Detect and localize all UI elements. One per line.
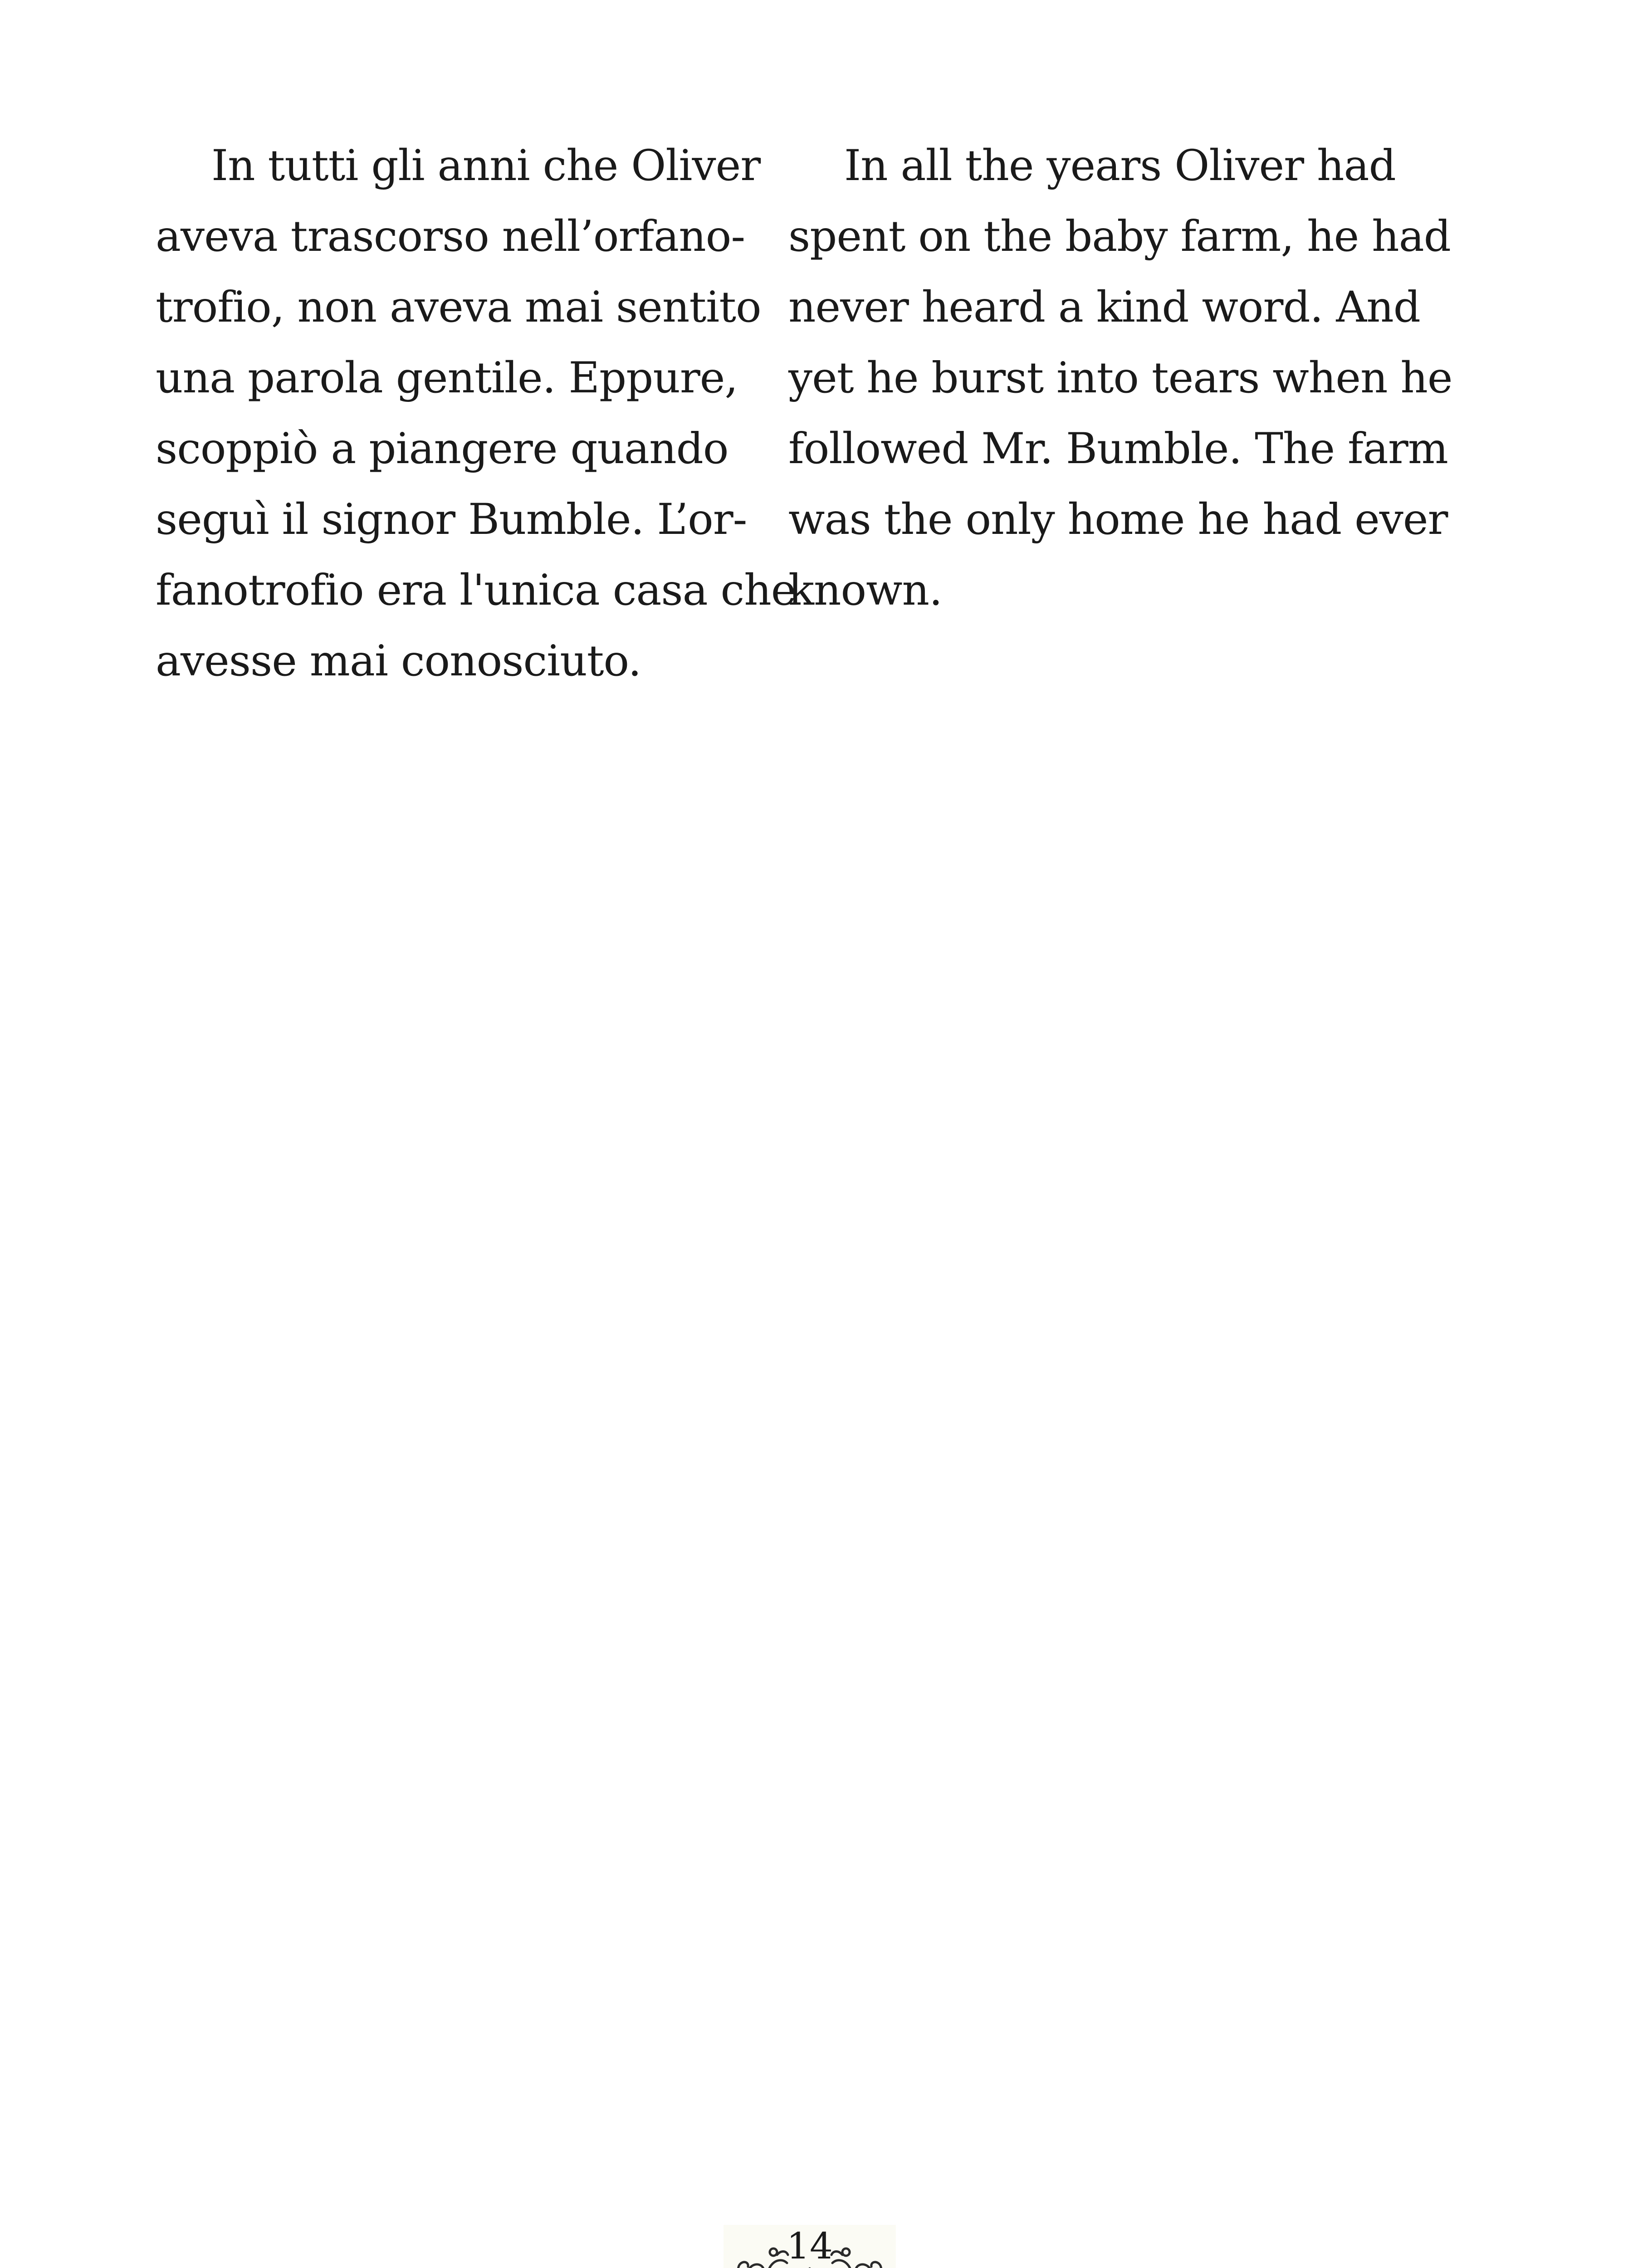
- italian-line: avesse mai conosciuto.: [156, 636, 641, 686]
- italian-line: trofio, non aveva mai sentito: [156, 283, 761, 332]
- page-number: 14: [787, 2225, 833, 2267]
- english-line: spent on the baby farm, he had: [788, 212, 1451, 261]
- english-line: followed Mr. Bumble. The farm: [788, 424, 1448, 474]
- italian-line: fanotrofio era l'unica casa che: [156, 566, 796, 615]
- english-line: In all the years Oliver had: [844, 141, 1396, 191]
- english-line: never heard a kind word. And: [788, 283, 1420, 332]
- english-line: was the only home he had ever: [788, 495, 1448, 544]
- english-line: yet he burst into tears when he: [788, 353, 1452, 403]
- italian-line: In tutti gli anni che Oliver: [211, 141, 761, 191]
- italian-column: [156, 131, 796, 697]
- italian-line: aveva trascorso nell’orfano-: [156, 212, 745, 261]
- english-line: known.: [788, 566, 942, 615]
- italian-line: una parola gentile. Eppure,: [156, 353, 738, 403]
- italian-line: scoppiò a piangere quando: [156, 424, 728, 474]
- page-footer: [724, 2225, 896, 2268]
- english-column: [788, 131, 1452, 626]
- italian-line: seguì il signor Bumble. L’or-: [156, 495, 747, 544]
